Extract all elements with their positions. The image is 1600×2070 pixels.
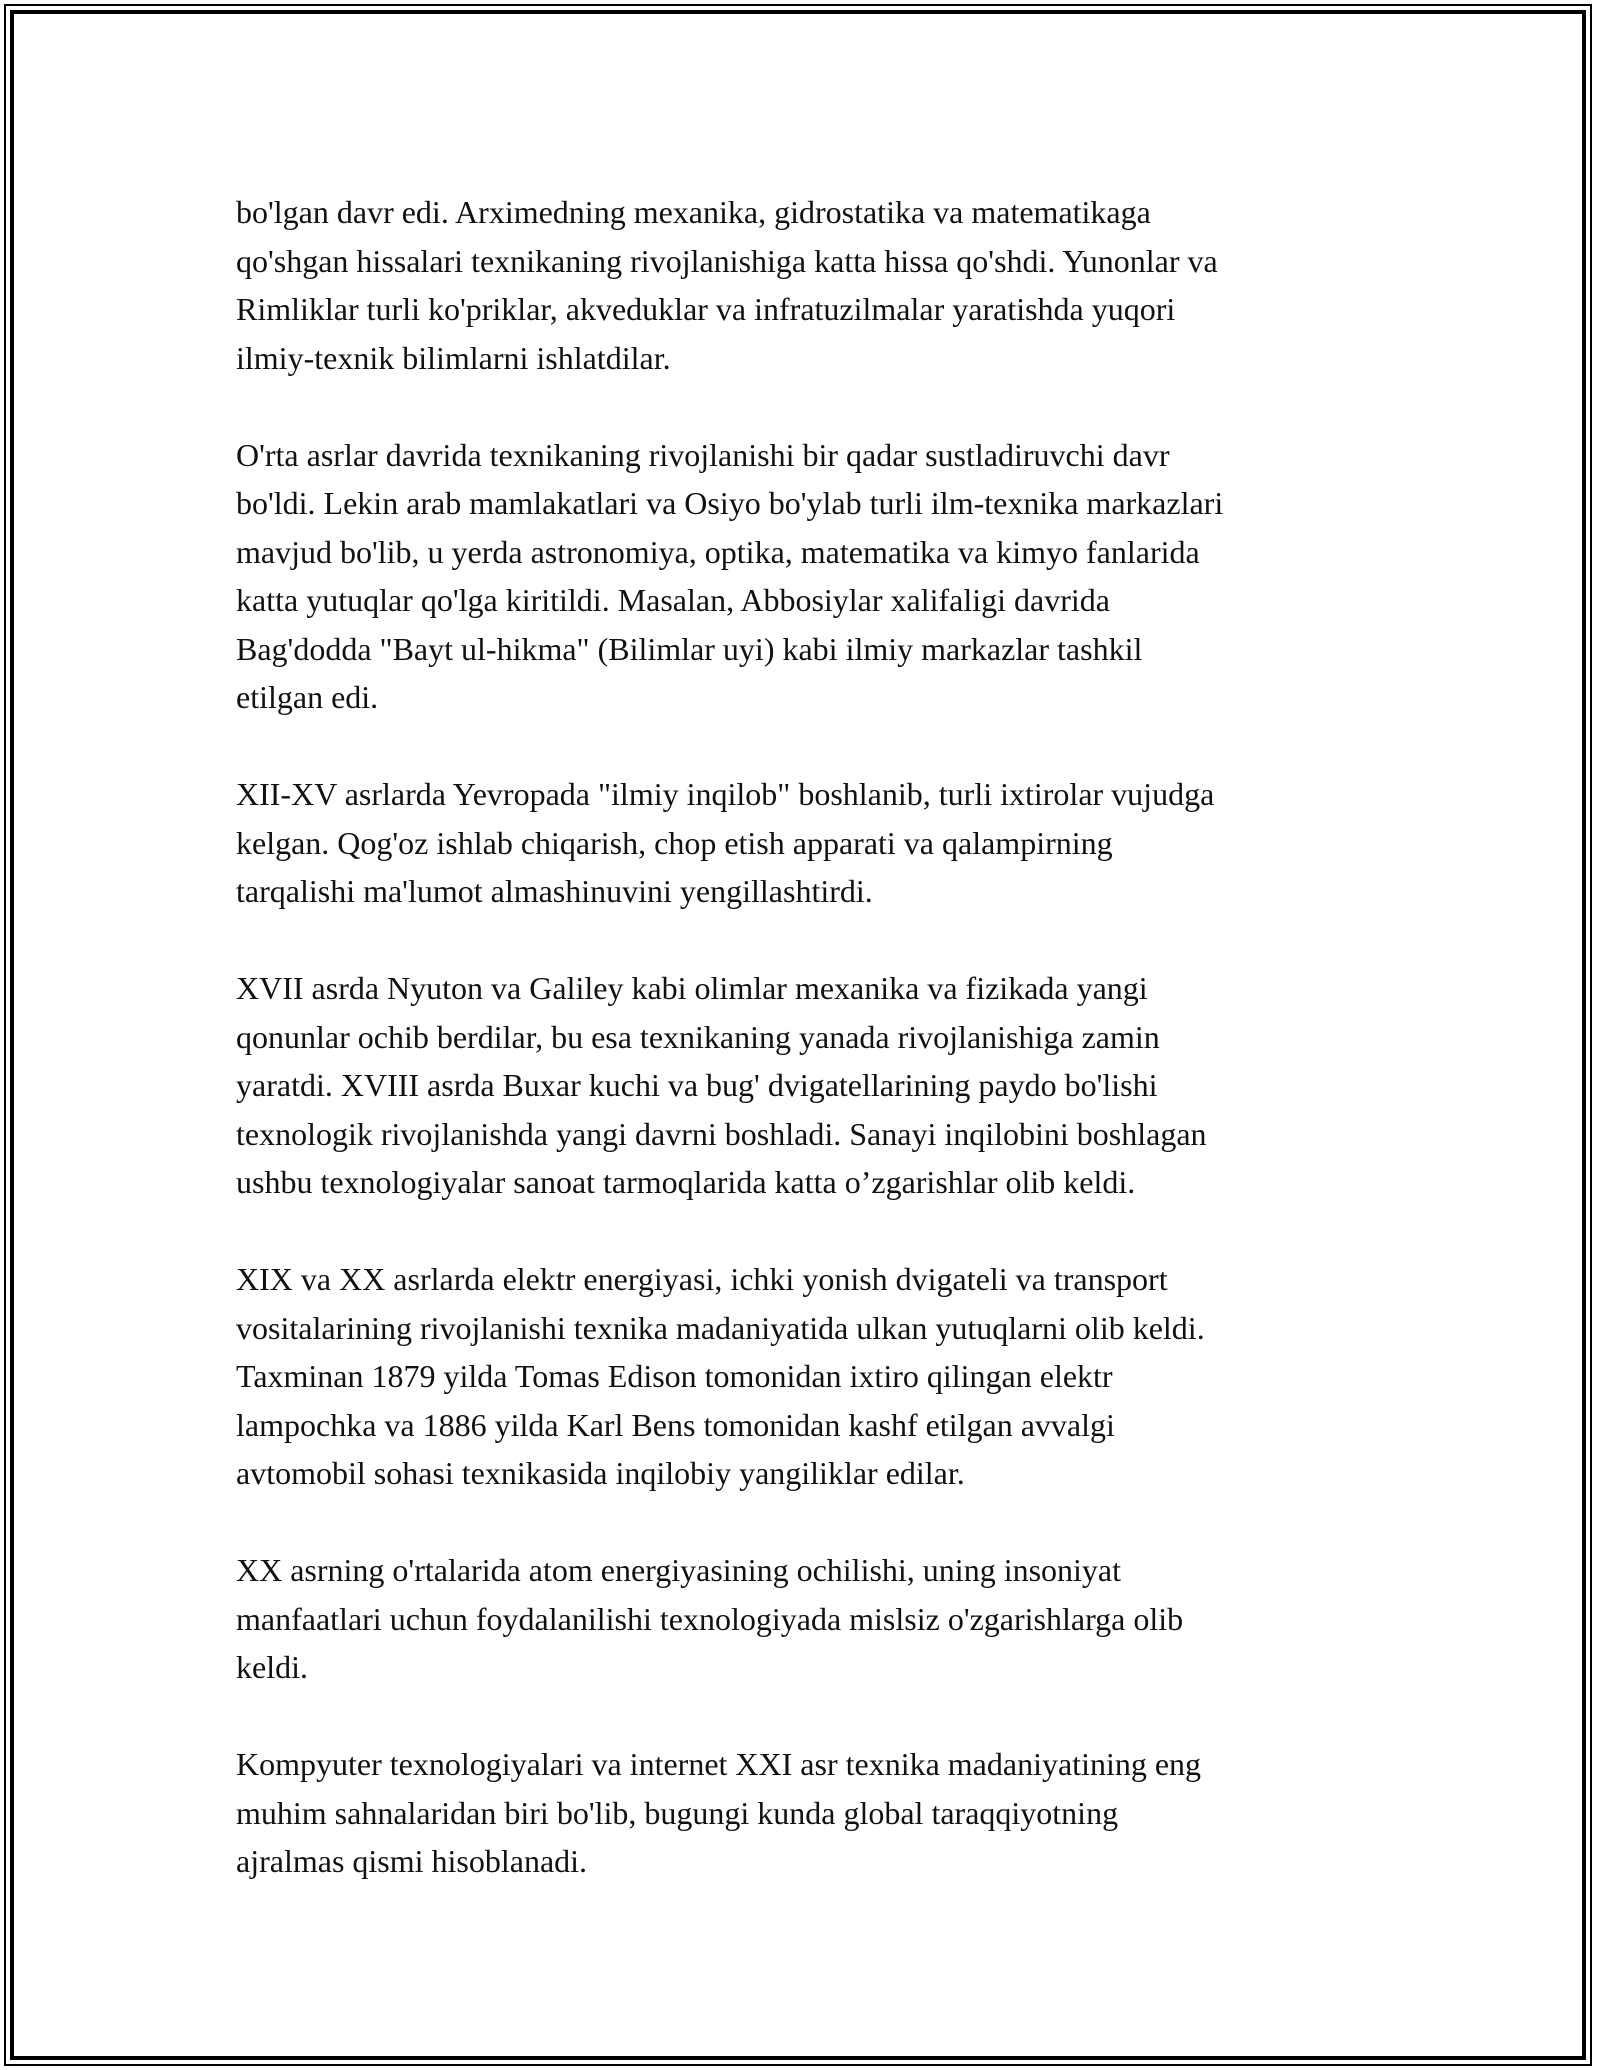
text-line: ushbu texnologiyalar sanoat tarmoqlarida katta o’zgarishlar olib keldi. [236, 1164, 1136, 1200]
text-line: lampochka va 1886 yilda Karl Bens tomonidan kashf etilgan avvalgi [236, 1406, 1115, 1443]
text-line: katta yutuqlar qo'lga kiritildi. Masalan, Abbosiylar xalifaligi davrida [236, 582, 1110, 618]
paragraph-3 [236, 770, 1376, 916]
text-line: Taxminan 1879 yilda Tomas Edison tomonidan ixtiro qilingan elektr [236, 1358, 1113, 1394]
text-line: Kompyuter texnologiyalari va internet XXI asr texnika madaniyatining eng [236, 1746, 1202, 1782]
text-line: Bag'dodda "Bayt ul-hikma" (Bilimlar uyi) kabi ilmiy markazlar tashkil [236, 630, 1143, 667]
text-line: XIX va XX asrlarda elektr energiyasi, ichki yonish dvigateli va transport [236, 1261, 1168, 1297]
text-line: keldi. [236, 1649, 308, 1685]
text-line: yaratdi. XVIII asrda Buxar kuchi va bug' dvigatellarining paydo bo'lishi [236, 1067, 1158, 1103]
text-line: XVII asrda Nyuton va Galiley kabi olimlar mexanika va fizikada yangi [236, 970, 1148, 1006]
text-line: mavjud bo'lib, u yerda astronomiya, optika, matematika va kimyo fanlarida [236, 533, 1200, 570]
text-line: ajralmas qismi hisoblanadi. [236, 1843, 588, 1879]
text-line: etilgan edi. [236, 679, 379, 715]
text-line: XII-XV asrlarda Yevropada "ilmiy inqilob" boshlanib, turli ixtirolar vujudga [236, 776, 1215, 812]
text-line: vositalarining rivojlanishi texnika madaniyatida ulkan yutuqlarni olib keldi. [236, 1309, 1205, 1346]
paragraph-5 [236, 1255, 1376, 1498]
paragraph-1 [236, 188, 1376, 382]
text-line: texnologik rivojlanishda yangi davrni boshladi. Sanayi inqilobini boshlagan [236, 1115, 1207, 1152]
paragraph-6 [236, 1546, 1376, 1692]
text-line: ilmiy-texnik bilimlarni ishlatdilar. [236, 339, 671, 376]
text-line: muhim sahnalaridan biri bo'lib, bugungi kunda global taraqqiyotning [236, 1794, 1119, 1831]
text-line: Rimliklar turli ko'priklar, akveduklar va infratuzilmalar yaratishda yuqori [236, 291, 1176, 327]
text-line: manfaatlari uchun foydalanilishi texnologiyada mislsiz o'zgarishlarga olib [236, 1600, 1184, 1637]
text-line: tarqalishi ma'lumot almashinuvini yengillashtirdi. [236, 873, 873, 909]
text-line: bo'ldi. Lekin arab mamlakatlari va Osiyo bo'ylab turli ilm-texnika markazlari [236, 485, 1224, 521]
text-line: avtomobil sohasi texnikasida inqilobiy yangiliklar edilar. [236, 1455, 965, 1491]
text-line: XX asrning o'rtalarida atom energiyasining ochilishi, uning insoniyat [236, 1552, 1122, 1588]
text-line: O'rta asrlar davrida texnikaning rivojlanishi bir qadar sustladiruvchi davr [236, 436, 1170, 473]
text-line: bo'lgan davr edi. Arximedning mexanika, gidrostatika va matematikaga [236, 194, 1151, 230]
text-line: kelgan. Qog'oz ishlab chiqarish, chop etish apparati va qalampirning [236, 824, 1113, 861]
text-line: qonunlar ochib berdilar, bu esa texnikaning yanada rivojlanishiga zamin [236, 1018, 1160, 1055]
text-line: qo'shgan hissalari texnikaning rivojlanishiga katta hissa qo'shdi. Yunonlar va [236, 242, 1218, 279]
document-body [236, 188, 1376, 1934]
paragraph-4 [236, 964, 1376, 1207]
paragraph-2 [236, 431, 1376, 722]
paragraph-7 [236, 1740, 1376, 1886]
